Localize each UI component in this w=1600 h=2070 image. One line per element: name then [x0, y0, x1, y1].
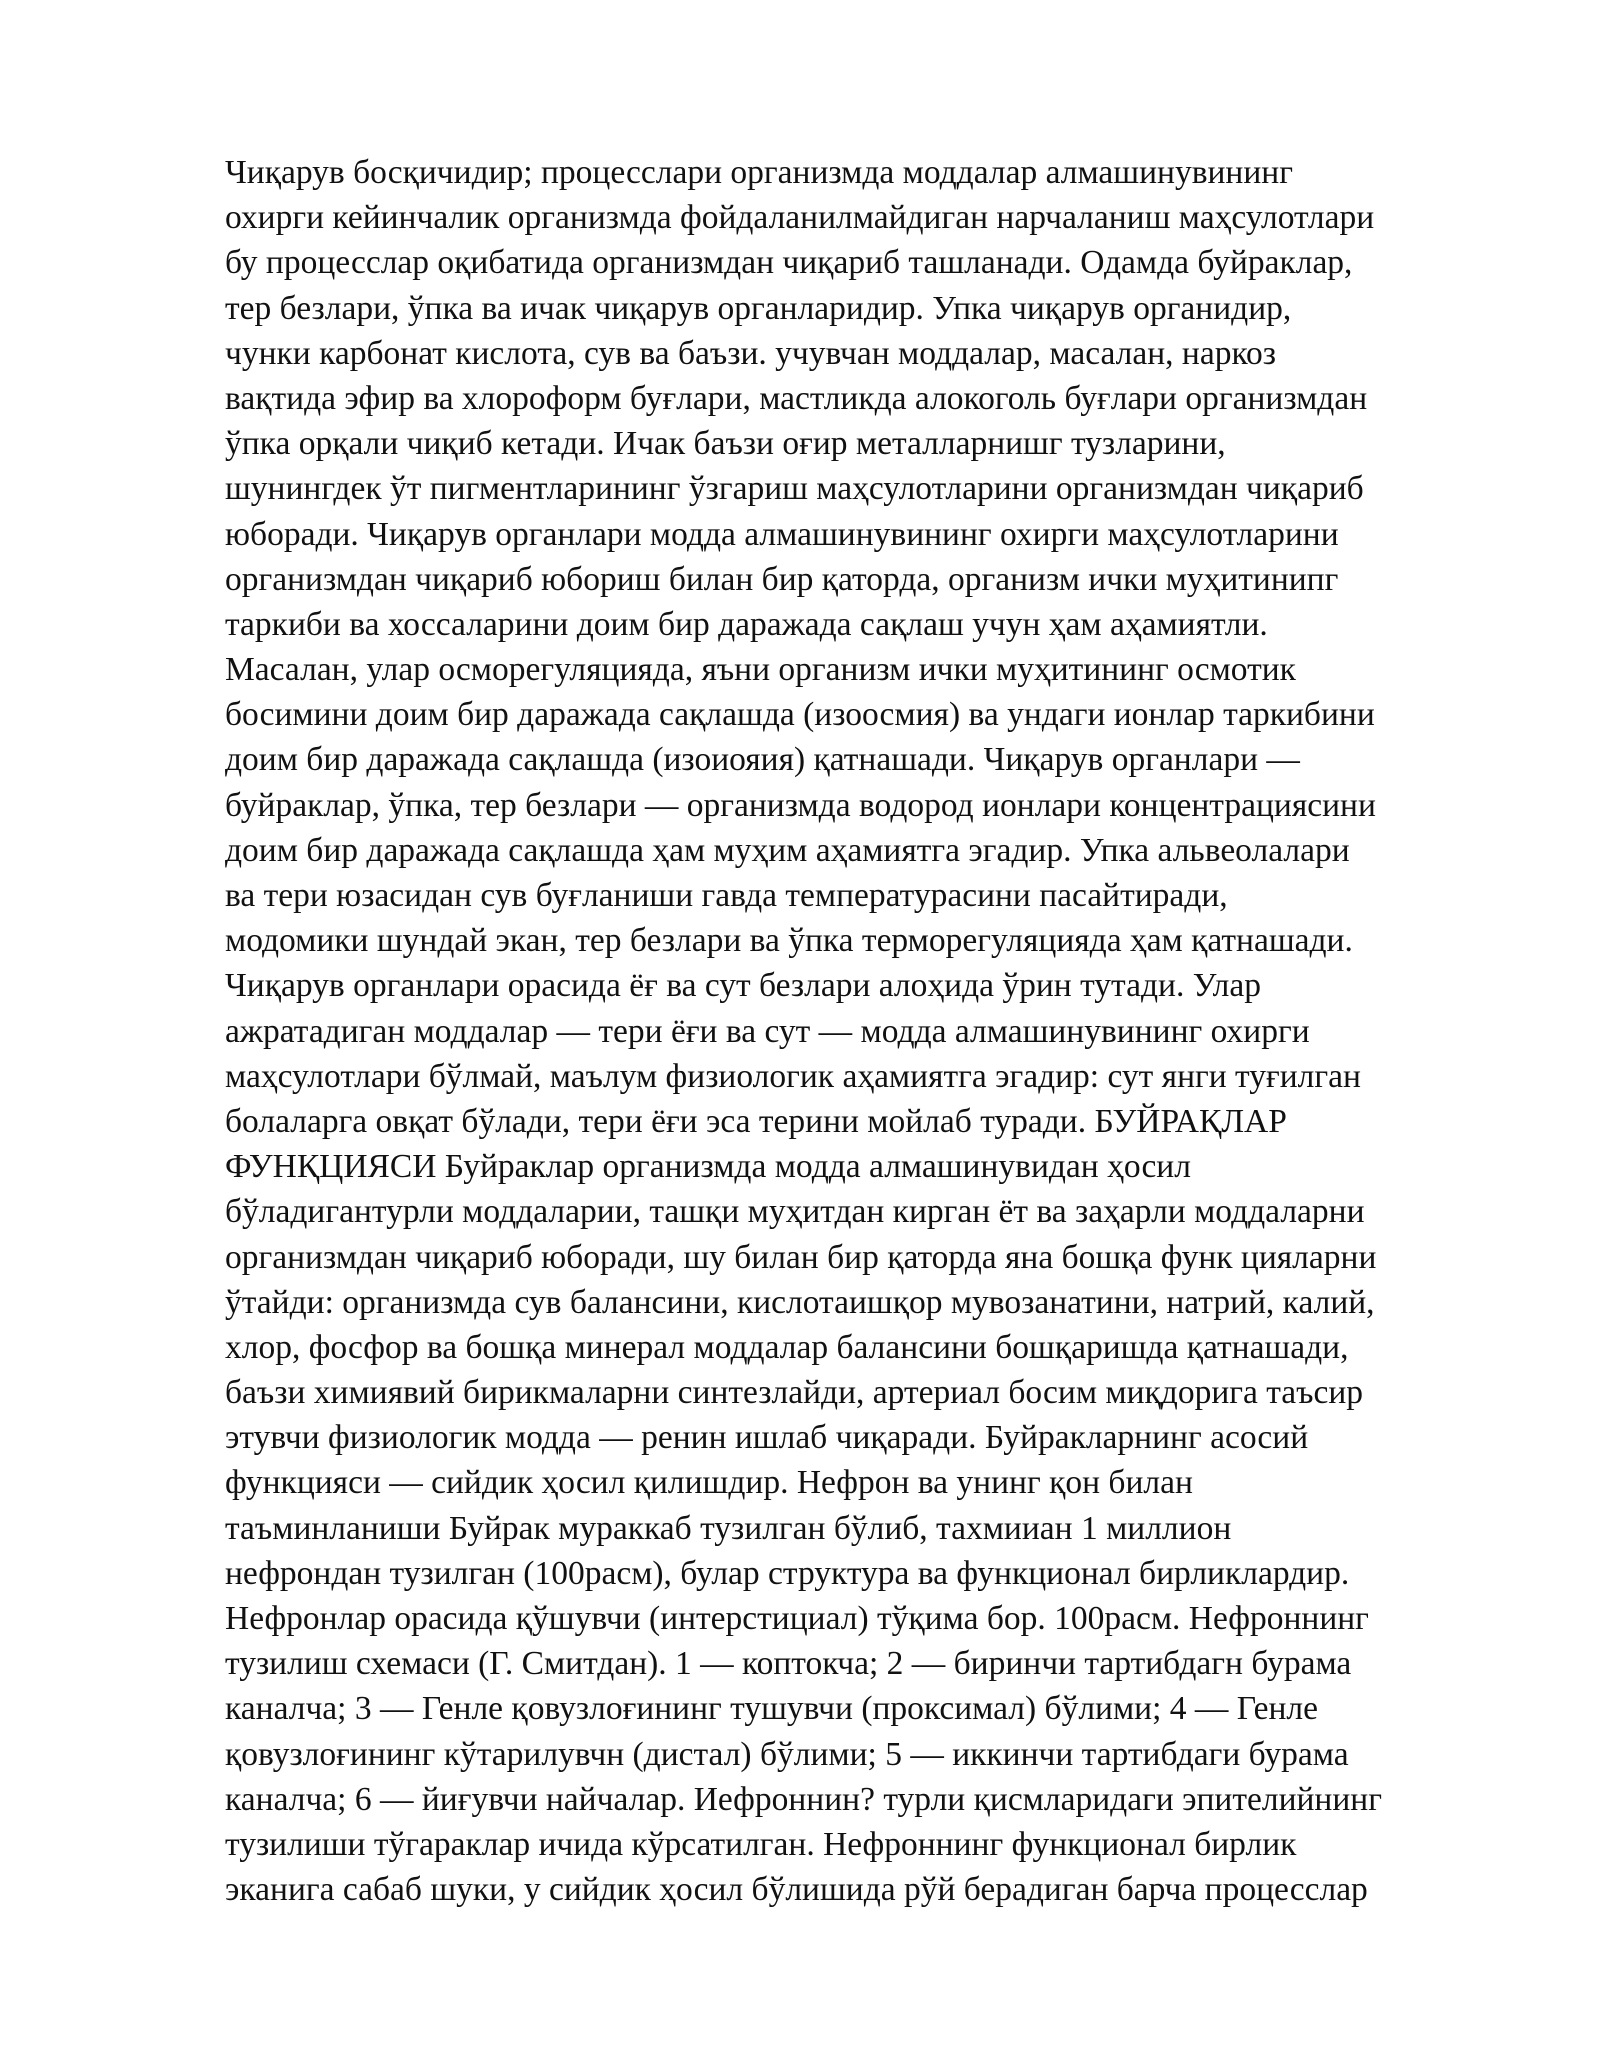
text-line: модомики шундай экан, тер безлари ва ўпка терморегуляцияда ҳам қатнашади.: [225, 922, 1353, 960]
text-line: доим бир даражада сақлашда ҳам муҳим аҳамиятга эгадир. Упка альвеолалари: [225, 831, 1350, 869]
text-line: эканига сабаб шуки, у сийдик ҳосил бўлишида рўй берадиган барча процесслар: [225, 1871, 1368, 1909]
text-line: баъзи химиявий бирикмаларни синтезлайди, артериал босим миқдорига таъсир: [225, 1374, 1364, 1412]
text-line: нефрондан тузилган (100расм), булар структура ва функционал бирликлардир.: [225, 1554, 1350, 1592]
text-line: шунингдек ўт пигментларининг ўзгариш маҳсулотларини организмдан чиқариб: [225, 470, 1364, 508]
text-line: каналча; 6 — йиғувчи найчалар. Иефроннин? турли қисмларидаги эпителийнинг: [225, 1780, 1382, 1818]
text-line: бўладигантурли моддаларии, ташқи муҳитдан кирган ёт ва заҳарли моддаларни: [225, 1193, 1365, 1231]
text-line: хлор, фосфор ва бошқа минерал моддалар балансини бошқаришда қатнашади,: [225, 1328, 1349, 1366]
text-line: организмдан чиқариб юбориш билан бир қаторда, организм ички муҳитинипг: [225, 560, 1339, 598]
text-line: охирги кейинчалик организмда фойдаланилмайдиган нарчаланиш маҳсулотлари: [225, 199, 1375, 237]
text-line: бу процесслар оқибатида организмдан чиқариб ташланади. Одамда буйраклар,: [225, 244, 1353, 282]
text-line: ажратадиган моддалар — тери ёғи ва сут — модда алмашинувининг охирги: [225, 1012, 1310, 1050]
text-line: ўтайди: организмда сув балансини, кислотаишқор мувозанатини, натрий, калий,: [225, 1283, 1375, 1321]
text-line: Чиқарув босқичидир; процесслари организмда моддалар алмашинувининг: [225, 154, 1293, 191]
text-line: тер безлари, ўпка ва ичак чиқарув органларидир. Упка чиқарув органидир,: [225, 289, 1292, 327]
text-line: Масалан, улар осморегуляцияда, яъни организм ички муҳитининг осмотик: [225, 651, 1296, 689]
body-text: [225, 150, 1525, 1912]
text-line: қовузлоғининг кўтарилувчн (дистал) бўлими; 5 — иккинчи тартибдаги бурама: [225, 1735, 1349, 1773]
text-line: таъминланиши Буйрак мураккаб тузилган бўлиб, тахмииан 1 миллион: [225, 1509, 1232, 1547]
text-line: ўпка орқали чиқиб кетади. Ичак баъзи оғир металларнишг тузларини,: [225, 425, 1226, 463]
text-line: ва тери юзасидан сув буғланиши гавда температурасини пасайтиради,: [225, 877, 1228, 914]
text-line: Нефронлар орасида қўшувчи (интерстициал) тўқима бор. 100расм. Нефроннинг: [225, 1600, 1369, 1637]
text-line: буйраклар, ўпка, тер безлари — организмда водород ионлари концентрациясини: [225, 786, 1376, 824]
text-line: тузилиши тўгараклар ичида кўрсатилган. Нефроннинг функционал бирлик: [225, 1825, 1297, 1863]
text-line: босимини доим бир даражада сақлашда (изоосмия) ва ундаги ионлар таркибини: [225, 696, 1375, 734]
text-line: юборади. Чиқарув органлари модда алмашинувининг охирги маҳсулотларини: [225, 515, 1339, 553]
text-line: вақтида эфир ва хлороформ буғлари, мастликда алокоголь буғлари организмдан: [225, 379, 1368, 417]
text-line: тузилиш схемаси (Г. Смитдан). 1 — коптокча; 2 — биринчи тартибдагн бурама: [225, 1645, 1352, 1683]
text-line: организмдан чиқариб юборади, шу билан бир қаторда яна бошқа функ цияларни: [225, 1238, 1377, 1276]
text-line: чунки карбонат кислота, сув ва баъзи. учувчан моддалар, масалан, наркоз: [225, 334, 1277, 372]
text-line: функцияси — сийдик ҳосил қилишдир. Нефрон ва унинг қон билан: [225, 1464, 1193, 1502]
text-line: таркиби ва хоссаларини доим бир даражада сақлаш учун ҳам аҳамиятли.: [225, 605, 1268, 643]
text-line: этувчи физиологик модда — ренин ишлаб чиқаради. Буйракларнинг асосий: [225, 1419, 1309, 1457]
text-line: болаларга овқат бўлади, тери ёғи эса терини мойлаб туради. БУЙРАҚЛАР: [225, 1102, 1287, 1140]
text-line: каналча; 3 — Генле қовузлоғининг тушувчи (проксимал) бўлими; 4 — Генле: [225, 1690, 1318, 1728]
text-line: доим бир даражада сақлашда (изоиояия) қатнашади. Чиқарув органлари —: [225, 741, 1300, 779]
text-line: ФУНҚЦИЯСИ Буйраклар организмда модда алмашинувидан ҳосил: [225, 1148, 1191, 1186]
text-line: маҳсулотлари бўлмай, маълум физиологик аҳамиятга эгадир: сут янги туғилган: [225, 1057, 1361, 1095]
text-line: Чиқарув органлари орасида ёғ ва сут безлари алоҳида ўрин тутади. Улар: [225, 967, 1261, 1005]
